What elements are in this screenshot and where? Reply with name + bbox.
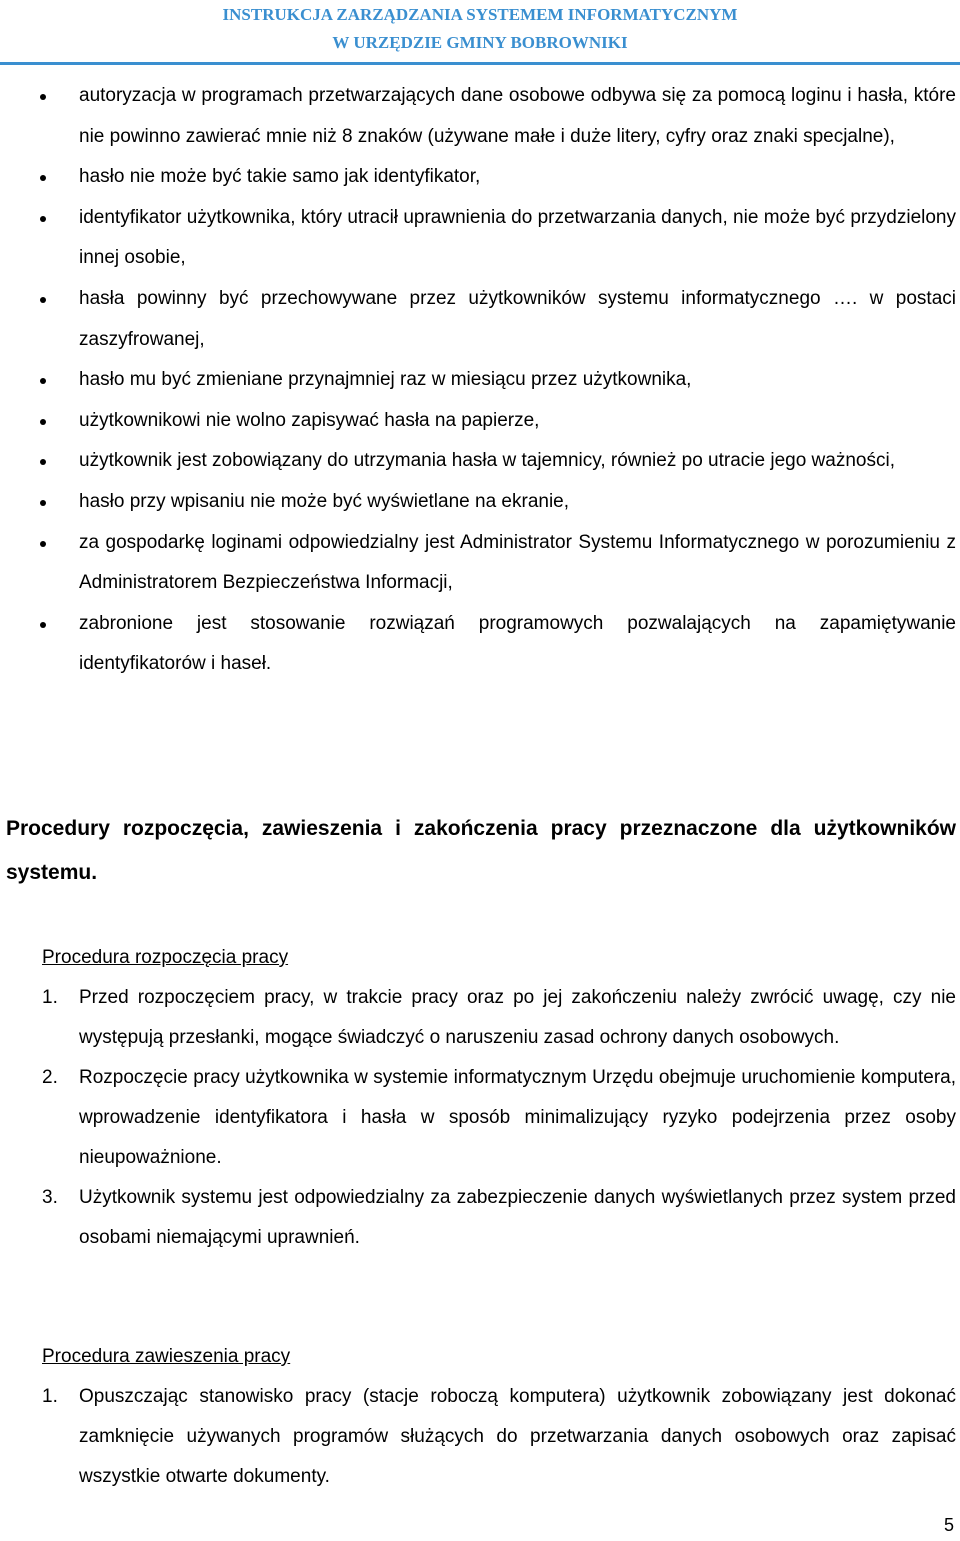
list-item [0, 441, 960, 482]
numbered-item [0, 1058, 960, 1178]
list-item-text: użytkownik jest zobowiązany do utrzymania hasła w tajemnicy, również po utracie jego ważności, [79, 450, 895, 472]
bullet-icon [40, 297, 46, 303]
item-text: Opuszczając stanowisko pracy (stacje roboczą komputera) użytkownik zobowiązany jest dokonać zamknięcie używanych programów służących do przetwarzania danych osobowych oraz zapisać wszystkie otwarte dokumenty. [79, 1386, 956, 1487]
list-item-text: identyfikator użytkownika, który utracił uprawnienia do przetwarzania danych, nie może być przydzielony innej osobie, [79, 206, 956, 269]
procedure-start-heading: Procedura rozpoczęcia pracy [42, 947, 289, 968]
list-item-text: autoryzacja w programach przetwarzających dane osobowe odbywa się za pomocą loginu i hasła, które nie powinno zawierać mnie niż 8 znaków (używane małe i duże litery, cyfry oraz znaki specjalne), [79, 85, 956, 147]
bullet-icon [40, 459, 46, 465]
list-item [0, 360, 960, 401]
bullet-icon [40, 94, 46, 100]
bullet-icon [40, 216, 46, 222]
list-item-text: hasło mu być zmieniane przynajmniej raz w miesiącu przez użytkownika, [79, 369, 692, 391]
list-item [0, 76, 960, 157]
list-item-text: hasło przy wpisaniu nie może być wyświetlane na ekranie, [79, 490, 570, 512]
procedure-start-list [0, 978, 960, 1258]
item-text: Przed rozpoczęciem pracy, w trakcie pracy oraz po jej zakończeniu należy zwrócić uwagę, czy nie występują przesłanki, mogące świadczyć o naruszeniu zasad ochrony danych osobowych. [79, 987, 956, 1048]
procedure-suspend-heading: Procedura zawieszenia pracy [42, 1346, 291, 1367]
bullet-icon [40, 378, 46, 384]
list-item-text: za gospodarkę loginami odpowiedzialny jest Administrator Systemu Informatycznego w porozumieniu z Administratorem Bezpieczeństwa Informacji, [79, 531, 956, 594]
procedure-suspend-list [0, 1377, 960, 1497]
list-item-text: hasła powinny być przechowywane przez użytkowników systemu informatycznego …. w postaci zaszyfrowanej, [79, 287, 956, 350]
bullet-icon [40, 175, 46, 181]
list-item [0, 482, 960, 523]
numbered-item [0, 978, 960, 1058]
numbered-item [0, 1377, 960, 1497]
numbered-item [0, 1178, 960, 1258]
list-item-text: hasło nie może być takie samo jak identyfikator, [79, 166, 481, 188]
header-title-line-2: W URZĘDZIE GMINY BOBROWNIKI [332, 33, 628, 52]
header-title-line-1: INSTRUKCJA ZARZĄDZANIA SYSTEMEM INFORMATYCZNYM [222, 5, 738, 24]
list-item [0, 198, 960, 279]
bullet-icon [40, 500, 46, 506]
item-number: 1. [42, 1386, 58, 1407]
page-number: 5 [943, 1515, 954, 1535]
list-item-text: zabronione jest stosowanie rozwiązań programowych pozwalających na zapamiętywanie identyfikatorów i haseł. [79, 612, 956, 675]
header-divider [0, 62, 960, 65]
item-text: Użytkownik systemu jest odpowiedzialny za zabezpieczenie danych wyświetlanych przez system przed osobami niemającymi uprawnień. [79, 1187, 956, 1248]
list-item [0, 604, 960, 685]
list-item [0, 401, 960, 442]
section-title: Procedury rozpoczęcia, zawieszenia i zakończenia pracy przeznaczone dla użytkowników systemu. [6, 817, 956, 884]
list-item [0, 157, 960, 198]
item-number: 2. [42, 1067, 58, 1088]
list-item-text: użytkownikowi nie wolno zapisywać hasła na papierze, [79, 409, 540, 431]
list-item [0, 279, 960, 360]
bullet-icon [40, 541, 46, 547]
bullet-icon [40, 419, 46, 425]
item-text: Rozpoczęcie pracy użytkownika w systemie informatycznym Urzędu obejmuje uruchomienie komputera, wprowadzenie identyfikatora i hasła w sposób minimalizujący ryzyko podejrzenia przez osoby nieupoważnione. [79, 1067, 956, 1168]
item-number: 1. [42, 987, 58, 1008]
bullet-icon [40, 622, 46, 628]
password-rules-list [0, 76, 960, 685]
list-item [0, 523, 960, 604]
item-number: 3. [42, 1187, 58, 1208]
